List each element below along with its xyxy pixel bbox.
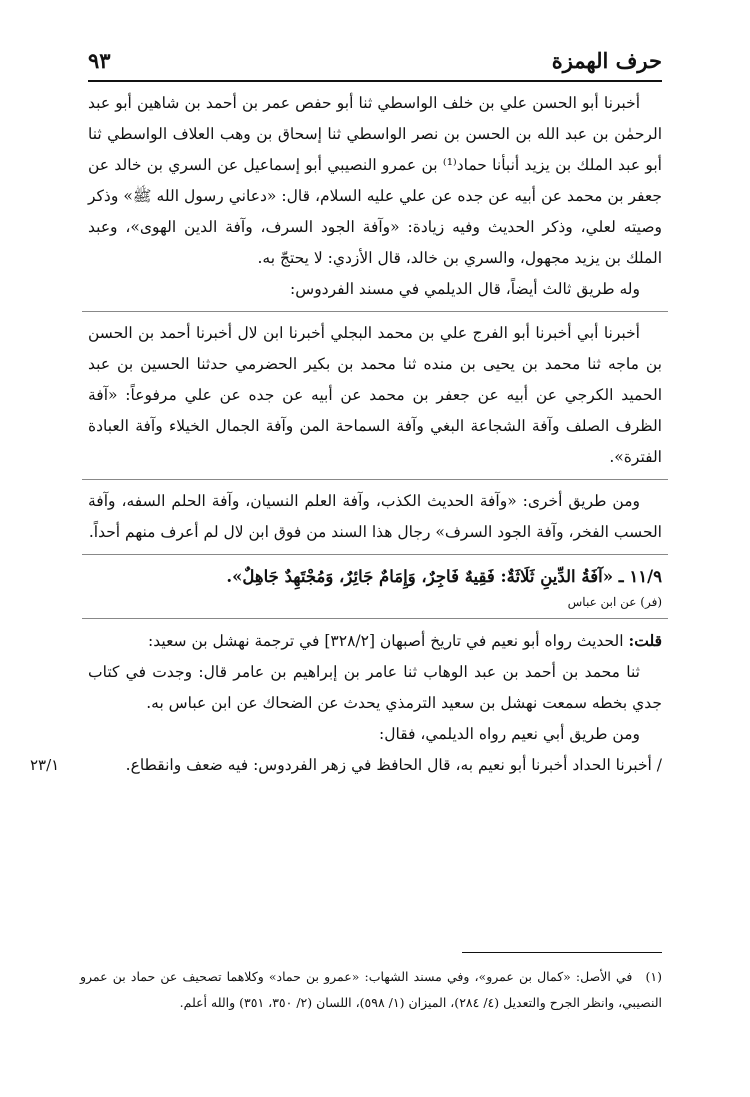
final-paragraph: / أخبرنا الحداد أخبرنا أبو نعيم به، قال الحافظ في زهر الفردوس: فيه ضعف وانقطاع.	[125, 756, 662, 774]
isnad-paragraph-3: ثنا محمد بن أحمد بن عبد الوهاب ثنا عامر بن إبراهيم بن عامر قال: وجدت في كتاب جدي بخطه سمعت نهشل بن سعيد الترمذي يحدث عن الضحاك عن ابن عباس به.	[88, 663, 662, 712]
other-route-paragraph: ومن طريق أخرى: «وآفة الحديث الكذب، وآفة العلم النسيان، وآفة الحلم السفه، وآفة الحسب الفخر، وآفة الجود السرف» رجال هذا السند من فوق ابن لال لم أعرف منهم أحداً.	[88, 492, 662, 541]
footnote-number: (١)	[645, 969, 662, 984]
footnote-text: في الأصل: «كمال بن عمرو»، وفي مسند الشهاب: «عمرو بن حماد» وكلاهما تصحيف عن حماد بن عمرو النصيبي، وانظر الجرح والتعديل (٤/ ٢٨٤)، الميزان (١/ ٥٩٨)، اللسان (٢/ ٣٥٠، ٣٥١) والله أعلم.	[80, 969, 662, 1010]
hadith-attribution: (فر) عن ابن عباس	[567, 595, 662, 609]
footnote-rule	[462, 952, 662, 953]
hadith-entry	[88, 561, 662, 592]
third-route-paragraph: وله طريق ثالث أيضاً، قال الديلمي في مسند الفردوس:	[290, 280, 640, 298]
qult-label: قلت:	[628, 631, 662, 650]
footnote	[80, 964, 662, 1016]
section-divider	[82, 311, 668, 312]
hadith-dash: ـ	[613, 567, 624, 586]
hadith-text: «آفَةُ الدِّينِ ثَلَاثَةٌ: فَقِيهٌ فَاجِرٌ، وَإِمَامٌ جَائِرٌ، وَمُجْتَهِدٌ جَاهِلٌ».	[226, 567, 614, 586]
margin-reference: ٢٣/١	[30, 756, 60, 774]
isnad-paragraph-2: أخبرنا أبي أخبرنا أبو الفرج علي بن محمد البجلي أخبرنا ابن لال أخبرنا أحمد بن الحسن بن ماجه ثنا محمد بن يحيى بن منده ثنا محمد بن بكير الحضرمي حدثنا الحسين بن عبد الحميد الكرجي عن أبيه عن جعفر بن محمد عن أبيه عن جده عن علي مرفوعاً: «آفة الظرف الصلف وآفة الشجاعة البغي وآفة السماحة المن وآفة الجمال الخيلاء وآفة العبادة الفترة».	[88, 324, 662, 466]
chapter-title: حرف الهمزة	[551, 48, 662, 73]
dailami-route-paragraph: ومن طريق أبي نعيم رواه الديلمي، فقال:	[379, 725, 640, 743]
final-paragraph-wrap	[30, 750, 662, 781]
section-divider	[82, 479, 668, 480]
page-body	[30, 88, 662, 781]
qult-text: الحديث رواه أبو نعيم في تاريخ أصبهان [٣٢٨/٢] في ترجمة نهشل بن سعيد:	[148, 632, 624, 650]
section-divider	[82, 554, 668, 555]
hadith-number: ١١/٩	[629, 567, 662, 586]
qult-paragraph	[88, 625, 662, 657]
section-divider	[82, 618, 668, 619]
isnad-paragraph-1: أخبرنا أبو الحسن علي بن خلف الواسطي ثنا أبو حفص عمر بن أحمد بن شاهين أبو عبد الرحمٰن بن عبد الله بن الحسن بن نصر الواسطي ثنا إسحاق بن وهب العلاف الواسطي ثنا أبو عبد الملك بن يزيد أنبأنا حماد⁽¹⁾ بن عمرو النصيبي أبو إسماعيل عن السري بن خالد عن جعفر بن محمد عن أبيه عن جده عن علي عليه السلام، قال: «دعاني رسول الله ﷺ» وذكر وصيته لعلي، وذكر الحديث وفيه زيادة: «وآفة الجود السرف، وآفة الدين الهوى»، وعبد الملك بن يزيد مجهول، والسري بن خالد، قال الأزدي: لا يحتجّ به.	[88, 94, 662, 267]
page-header	[88, 42, 662, 82]
page-number: ٩٣	[88, 48, 111, 73]
